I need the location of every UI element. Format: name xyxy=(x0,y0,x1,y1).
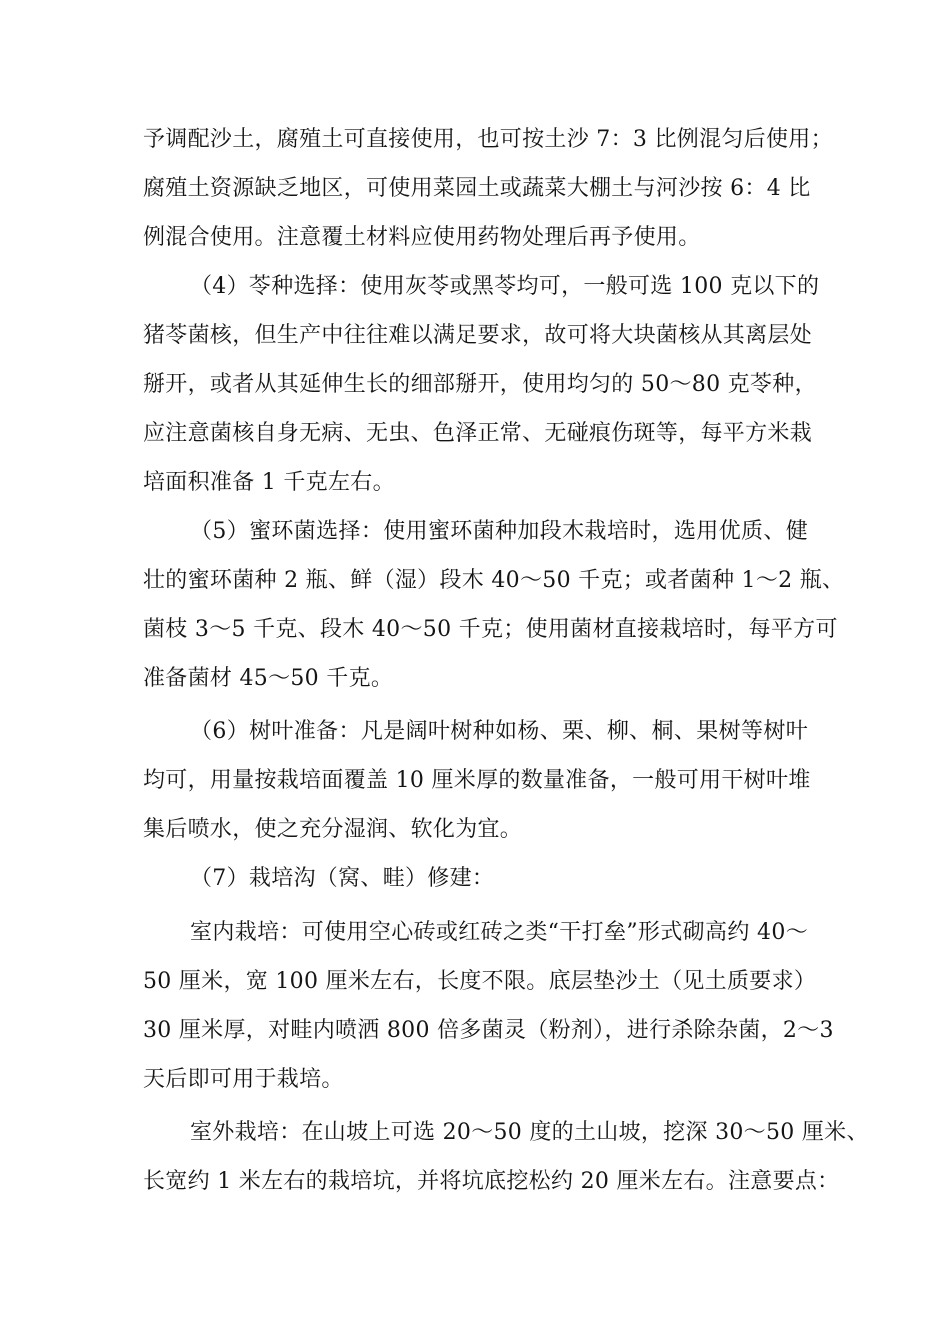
text-line: 培面积准备 1 千克左右。 xyxy=(143,470,395,495)
text-line: 30 厘米厚，对畦内喷洒 800 倍多菌灵（粉剂），进行杀除杂菌，2～3 xyxy=(143,1018,834,1043)
text-line: 例混合使用。注意覆土材料应使用药物处理后再予使用。 xyxy=(143,225,701,250)
text-line: 予调配沙土，腐殖土可直接使用，也可按土沙 7：3 比例混匀后使用； xyxy=(143,127,833,152)
text-line: 猪苓菌核，但生产中往往难以满足要求，故可将大块菌核从其离层处 xyxy=(143,323,813,348)
text-line: 室外栽培：在山坡上可选 20～50 度的土山坡，挖深 30～50 厘米、 xyxy=(190,1120,869,1145)
text-line: 壮的蜜环菌种 2 瓶、鲜（湿）段木 40～50 千克；或者菌种 1～2 瓶、 xyxy=(143,568,845,593)
text-line: （6）树叶准备：凡是阔叶树种如杨、栗、柳、桐、果树等树叶 xyxy=(190,719,808,744)
text-line: （5）蜜环菌选择：使用蜜环菌种加段木栽培时，选用优质、健 xyxy=(190,519,808,544)
text-line: 菌枝 3～5 千克、段木 40～50 千克；使用菌材直接栽培时，每平方可 xyxy=(143,617,838,642)
text-line: （7）栽培沟（窝、畦）修建： xyxy=(190,866,495,891)
text-line: 应注意菌核自身无病、无虫、色泽正常、无碰痕伤斑等，每平方米栽 xyxy=(143,421,813,446)
text-line: （4）苓种选择：使用灰苓或黑苓均可，一般可选 100 克以下的 xyxy=(190,274,820,299)
text-line: 长宽约 1 米左右的栽培坑，并将坑底挖松约 20 厘米左右。注意要点： xyxy=(143,1169,840,1194)
text-line: 50 厘米，宽 100 厘米左右，长度不限。底层垫沙土（见土质要求） xyxy=(143,969,817,994)
text-line: 准备菌材 45～50 千克。 xyxy=(143,666,394,691)
text-line: 均可，用量按栽培面覆盖 10 厘米厚的数量准备，一般可用干树叶堆 xyxy=(143,768,811,793)
text-line: 天后即可用于栽培。 xyxy=(143,1067,344,1092)
text-line: 集后喷水，使之充分湿润、软化为宜。 xyxy=(143,817,523,842)
text-line: 掰开，或者从其延伸生长的细部掰开，使用均匀的 50～80 克苓种， xyxy=(143,372,817,397)
text-line: 室内栽培：可使用空心砖或红砖之类“干打垒”形式砌高约 40～ xyxy=(190,920,808,945)
text-line: 腐殖土资源缺乏地区，可使用菜园土或蔬菜大棚土与河沙按 6：4 比 xyxy=(143,176,811,201)
